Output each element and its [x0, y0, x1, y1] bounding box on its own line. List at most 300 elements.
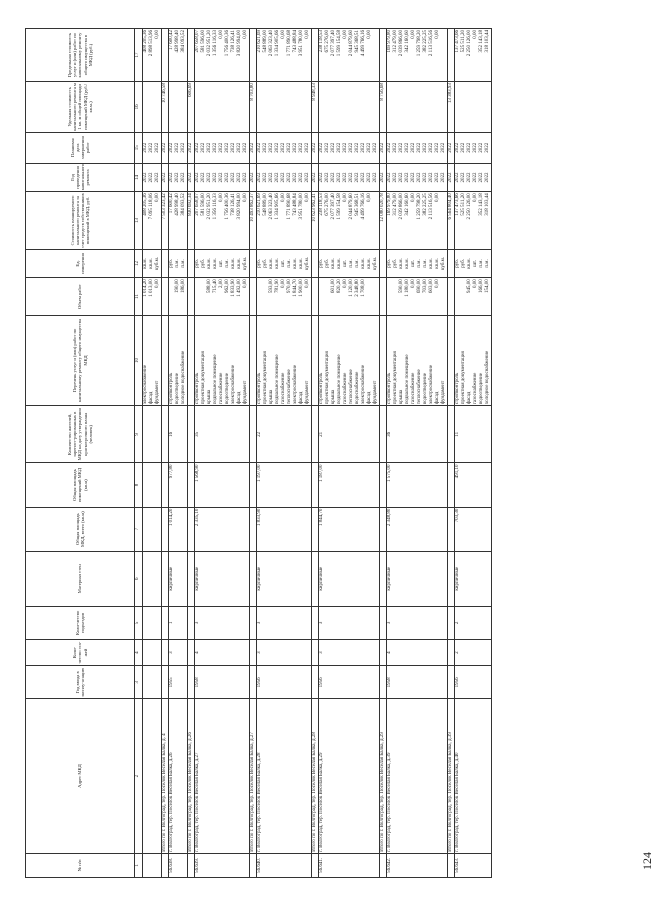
- work-volume-line: 1 844,70: [293, 279, 298, 297]
- premises-area: 1 575,00: [387, 463, 448, 507]
- unit: [448, 249, 455, 278]
- repair-cost-line: 312 479,00: [393, 193, 398, 216]
- work-volume-line: 703,00: [423, 279, 428, 294]
- unit-line: п.м.: [417, 259, 422, 268]
- premises-area: 1 187,00: [319, 463, 380, 507]
- floor-count: 3: [319, 639, 380, 665]
- work-type: [188, 315, 195, 405]
- table-row: [250, 29, 257, 878]
- total-area: [162, 507, 169, 551]
- building-address: г. Волгоград, тер. Поселок Веселая Балка, д.39: [387, 699, 448, 853]
- work-type-line: водоснабжение: [355, 371, 360, 405]
- unit: [169, 249, 188, 278]
- unit-line: п.м.: [355, 259, 360, 268]
- repair-cost-line: 548 889,00: [263, 193, 268, 216]
- repair-year-line: 2022: [361, 172, 366, 183]
- completion-date-line: 2022: [411, 142, 416, 153]
- entrance-count: [188, 606, 195, 639]
- unit-line: кв.м.: [269, 258, 274, 269]
- entrance-count: 2: [455, 606, 492, 639]
- floor-count: [162, 639, 169, 665]
- cost-limit-line: [380, 30, 386, 80]
- column-index: 15: [135, 132, 143, 163]
- unit-line: [250, 251, 256, 277]
- premises-area: 1 568,90: [195, 463, 250, 507]
- work-type-line: теплоснабжение: [417, 369, 422, 405]
- cost-limit-line: 0,00: [435, 30, 440, 39]
- completion-date-line: 2022: [287, 142, 292, 153]
- build-year: 1956: [455, 666, 492, 699]
- cost-limit: [448, 29, 455, 82]
- work-type: [312, 315, 319, 405]
- work-volume-line: [373, 279, 379, 313]
- repair-year-line: 2022: [188, 172, 193, 183]
- unit-line: п.м.: [479, 259, 484, 268]
- work-volume-line: 945,00: [467, 279, 472, 294]
- repair-year-line: 2022: [257, 172, 262, 183]
- repair-year-line: 2022: [243, 172, 248, 183]
- build-year: 1956: [257, 666, 312, 699]
- work-volume-line: 166,00: [479, 279, 484, 294]
- total-area: [143, 507, 162, 551]
- column-index: 5: [135, 606, 143, 639]
- unit-cost: [455, 82, 492, 133]
- unit-line: руб.: [201, 259, 206, 268]
- repair-cost: [188, 192, 195, 249]
- cost-limit-line: 525 511,20: [461, 30, 466, 53]
- repair-cost-line: 6 564 804,40: [448, 193, 453, 220]
- completion-date: [257, 132, 312, 163]
- repair-year-line: 2022: [373, 172, 378, 183]
- completion-date-line: 2022: [343, 142, 348, 153]
- resident-count: [312, 406, 319, 463]
- repair-cost-line: 675 276,00: [325, 193, 330, 216]
- cost-limit-line: 2 898 513,96: [149, 30, 154, 57]
- unit-cost: 10 746,58: [162, 82, 169, 133]
- column-index: 14: [135, 163, 143, 192]
- unit-cost: [143, 82, 162, 133]
- wall-material: [250, 551, 257, 606]
- resident-count: 35: [195, 406, 250, 463]
- premises-area: [380, 463, 387, 507]
- repair-cost-line: 0,00: [367, 193, 372, 203]
- work-type-line: проектная документация: [201, 351, 206, 405]
- repair-year-line: 2022: [195, 172, 200, 183]
- completion-date-line: 2022: [250, 142, 255, 153]
- repair-year-line: 2022: [349, 172, 354, 183]
- cost-limit-line: 675 276,00: [325, 30, 330, 53]
- repair-year-line: 2022: [231, 172, 236, 183]
- repair-cost-line: [373, 193, 379, 247]
- cost-limit-line: 2 077 397,40: [331, 30, 336, 57]
- unit: [319, 249, 380, 278]
- cost-limit-line: 384 093,52: [181, 30, 186, 53]
- repair-cost-line: 0,00: [411, 193, 416, 203]
- cost-limit-line: 0,00: [243, 30, 248, 39]
- work-type: [380, 315, 387, 405]
- total-area: 2 348,80: [387, 507, 448, 551]
- work-type-line: фасад: [435, 391, 440, 405]
- cost-limit: [380, 29, 387, 82]
- column-header: Общая площадь МКД, всего (кв.м): [26, 507, 135, 551]
- cost-limit: [195, 29, 250, 82]
- unit-line: кв.м.: [429, 258, 434, 269]
- work-volume-line: [162, 279, 168, 313]
- repair-year: [195, 163, 250, 192]
- repair-year: [250, 163, 257, 192]
- work-volume-line: [448, 279, 454, 313]
- work-type: [319, 315, 380, 405]
- work-type-line: теплоснабжение: [287, 369, 292, 405]
- repair-year-line: 2022: [448, 172, 453, 183]
- work-type-line: подвальное помещение: [337, 354, 342, 405]
- work-volume: [380, 278, 387, 315]
- row-number: 56.641.: [319, 853, 380, 877]
- repair-year-line: 2022: [461, 172, 466, 183]
- wall-material: [143, 551, 162, 606]
- completion-date-line: 2022: [162, 142, 167, 153]
- completion-date-line: 2022: [387, 142, 392, 153]
- unit-cost: [319, 82, 380, 133]
- cost-limit: [250, 29, 257, 82]
- work-volume-line: 0,00: [411, 279, 416, 289]
- completion-date: [319, 132, 380, 163]
- repair-cost-line: 2 044 879,60: [349, 193, 354, 220]
- cost-limit-line: 0,00: [281, 30, 286, 39]
- row-number: 56.640.: [257, 853, 312, 877]
- repair-year-line: 2022: [281, 172, 286, 183]
- completion-date-line: 2022: [169, 142, 174, 153]
- work-type-line: холодное водоснабжение: [181, 350, 186, 405]
- total-area: [250, 507, 257, 551]
- work-type-line: крыша: [269, 389, 274, 405]
- completion-date: [169, 132, 188, 163]
- repair-year: [312, 163, 319, 192]
- work-type-line: [380, 317, 386, 404]
- column-header: Общая площадь помещений МКД (кв.м): [26, 463, 135, 507]
- repair-cost-line: 210 621,69: [257, 193, 262, 216]
- column-header: Предельная стоимость услуг и (или) работ по капитальному ремонту общего имущества в МКД (руб.): [26, 29, 135, 82]
- table-row: [188, 29, 195, 878]
- entrance-count: 1: [169, 606, 188, 639]
- repair-plan-table: [25, 28, 492, 878]
- unit-line: п.м.: [423, 259, 428, 268]
- cost-limit-line: 2 039 866,00: [399, 30, 404, 57]
- building-address: Итого по г. Волгоград, тер. Поселок Веселая Балка, д.27: [250, 699, 257, 853]
- floor-count: [380, 639, 387, 665]
- repair-year-line: 2022: [411, 172, 416, 183]
- repair-year: [387, 163, 448, 192]
- unit-line: куб.м.: [305, 256, 310, 270]
- repair-cost: [312, 192, 319, 249]
- build-year: [250, 666, 257, 699]
- work-type-line: газоснабжение: [473, 372, 478, 405]
- completion-date: [195, 132, 250, 163]
- unit: [162, 249, 169, 278]
- column-header: Год ввода в эксплу-атацию: [26, 666, 135, 699]
- repair-year-line: 2022: [169, 172, 174, 183]
- work-volume: [455, 278, 492, 315]
- work-type-line: стройконтроль: [169, 372, 174, 405]
- work-type-line: электроснабжение: [231, 364, 236, 405]
- wall-material: [448, 551, 455, 606]
- work-volume-line: 0,00: [243, 279, 248, 289]
- repair-cost-line: 0,00: [343, 193, 348, 203]
- unit: [250, 249, 257, 278]
- repair-year-line: 2022: [429, 172, 434, 183]
- repair-cost-line: 384 093,52: [181, 193, 186, 216]
- cost-limit: [319, 29, 380, 82]
- cost-limit-line: 1 756 400,36: [225, 30, 230, 57]
- repair-year-line: 2022: [143, 172, 148, 183]
- work-type-line: крыша: [331, 389, 336, 405]
- work-type-line: водоотведение: [175, 373, 180, 405]
- total-area: 1 833,90: [257, 507, 312, 551]
- unit-cost: 8 703,80: [250, 82, 257, 133]
- column-header: Удельная стоимость капитального ремонта м 1 кв. м общей площади помещений МКД (руб./кв.м.): [26, 82, 135, 133]
- unit: [257, 249, 312, 278]
- cost-limit-line: 428 998,40: [175, 30, 180, 53]
- work-volume-line: 154,00: [485, 279, 490, 294]
- work-type-line: крыша: [399, 389, 404, 405]
- repair-year: [162, 163, 169, 192]
- cost-limit-line: 4 499 766,16: [361, 30, 366, 57]
- cost-limit: [257, 29, 312, 82]
- repair-cost-line: 738 126,41: [231, 193, 236, 216]
- cost-limit-line: 1 771 890,68: [287, 30, 292, 57]
- entrance-count: 3: [319, 606, 380, 639]
- floor-count: [188, 639, 195, 665]
- total-area: 1 014,20: [169, 507, 188, 551]
- work-volume-line: [312, 279, 318, 313]
- repair-year: [455, 163, 492, 192]
- work-volume: [143, 278, 162, 315]
- unit-line: п.м.: [175, 259, 180, 268]
- unit-line: кв.м.: [237, 258, 242, 269]
- work-volume-line: 1 833,90: [231, 279, 236, 297]
- column-header: Перечень услуг и (или) работ по капитальному ремонту общего имущества МКД: [26, 315, 135, 405]
- build-year: [312, 666, 319, 699]
- repair-cost-line: 0,00: [305, 193, 310, 203]
- work-type-line: водоотведение: [423, 373, 428, 405]
- repair-cost-line: 382 225,25: [423, 193, 428, 216]
- work-volume-line: 0,00: [305, 279, 310, 289]
- unit-line: руб.: [325, 259, 330, 268]
- unit-line: куб.м.: [155, 256, 160, 270]
- work-volume-line: 0,00: [343, 279, 348, 289]
- completion-date: [250, 132, 257, 163]
- unit-line: п.м.: [485, 259, 490, 268]
- work-type-line: водоотведение: [479, 373, 484, 405]
- cost-limit-line: 342 160,60: [405, 30, 410, 53]
- row-number: [448, 853, 455, 877]
- unit-line: шт.: [343, 260, 348, 267]
- wall-material: кирпичные: [319, 551, 380, 606]
- building-address: г. Волгоград, тер. Поселок Веселая Балка, д.27: [195, 699, 250, 853]
- repair-cost-line: 0,00: [243, 193, 248, 203]
- entrance-count: [250, 606, 257, 639]
- row-number: [188, 853, 195, 877]
- column-index: 6: [135, 551, 143, 606]
- completion-date-line: 2022: [479, 142, 484, 153]
- work-type-line: электроснабжение: [293, 364, 298, 405]
- total-area: [380, 507, 387, 551]
- unit-line: п.м.: [349, 259, 354, 268]
- unit-line: кв.м.: [467, 258, 472, 269]
- unit-line: кв.м.: [299, 258, 304, 269]
- unit-line: шт.: [281, 260, 286, 267]
- work-type-line: теплоснабжение: [349, 369, 354, 405]
- build-year: [143, 666, 162, 699]
- row-number: [162, 853, 169, 877]
- column-index: 12: [135, 249, 143, 278]
- unit-cost: 13 383,93: [448, 82, 455, 133]
- repair-cost-line: 137 473,66: [455, 193, 460, 216]
- column-index: 13: [135, 192, 143, 249]
- repair-year-line: 2022: [219, 172, 224, 183]
- table-row: [380, 29, 387, 878]
- completion-date-line: 2022: [312, 142, 317, 153]
- unit-cost: [169, 82, 188, 133]
- work-volume-line: 1 180,00: [405, 279, 410, 297]
- repair-year-line: 2022: [355, 172, 360, 183]
- work-volume-line: 820,20: [337, 279, 342, 294]
- repair-cost-line: 352 143,18: [479, 193, 484, 216]
- cost-limit-line: [448, 30, 454, 80]
- work-type-line: фундамент: [305, 380, 310, 405]
- build-year: [448, 666, 455, 699]
- cost-limit: [188, 29, 195, 82]
- repair-cost-line: 0,00: [219, 193, 224, 203]
- work-type: [195, 315, 250, 405]
- completion-date-line: 2022: [467, 142, 472, 153]
- cost-limit: [387, 29, 448, 82]
- wall-material: кирпичные: [455, 551, 492, 606]
- wall-material: [188, 551, 195, 606]
- column-index: 1: [135, 853, 143, 877]
- work-type: [455, 315, 492, 405]
- table-row: [143, 29, 162, 878]
- work-volume-line: 1 013,00: [149, 279, 154, 297]
- completion-date-line: 2022: [485, 142, 490, 153]
- completion-date-line: 2022: [263, 142, 268, 153]
- repair-year-line: 2022: [387, 172, 392, 183]
- work-type-line: фасад: [149, 391, 154, 405]
- repair-cost-line: 207 658,07: [195, 193, 200, 216]
- premises-area: [448, 463, 455, 507]
- completion-date: [448, 132, 455, 163]
- build-year: 1956: [319, 666, 380, 699]
- wall-material: кирпичные: [257, 551, 312, 606]
- cost-limit-line: 210 621,69: [257, 30, 262, 53]
- cost-limit-line: 738 126,41: [231, 30, 236, 53]
- repair-year-line: 2022: [293, 172, 298, 183]
- unit-line: куб.м.: [441, 256, 446, 270]
- work-type: [162, 315, 169, 405]
- unit-line: кв.м.: [149, 258, 154, 269]
- work-volume-line: 1 492,00: [237, 279, 242, 297]
- work-type-line: проектная документация: [325, 351, 330, 405]
- floor-count: 4: [195, 639, 250, 665]
- repair-year-line: 2022: [393, 172, 398, 183]
- row-number: [312, 853, 319, 877]
- unit: [143, 249, 162, 278]
- completion-date-line: 2022: [143, 142, 148, 153]
- repair-year: [448, 163, 455, 192]
- unit-line: кв.м.: [275, 258, 280, 269]
- unit-line: руб.: [319, 259, 324, 268]
- unit-line: кв.м.: [231, 258, 236, 269]
- cost-limit-line: 1 599 154,58: [337, 30, 342, 57]
- work-type-line: фундамент: [155, 380, 160, 405]
- floor-count: [250, 639, 257, 665]
- cost-limit-line: 3 951 780,00: [299, 30, 304, 57]
- completion-date-line: 2022: [181, 142, 186, 153]
- repair-cost: [169, 192, 188, 249]
- repair-cost-line: 525 511,20: [461, 193, 466, 216]
- completion-date-line: 2022: [367, 142, 372, 153]
- completion-date-line: 2022: [149, 142, 154, 153]
- resident-count: [448, 406, 455, 463]
- repair-cost-line: 2 032 951,20: [207, 193, 212, 220]
- work-volume: [188, 278, 195, 315]
- repair-cost-line: 7 095 118,06: [149, 193, 154, 220]
- repair-cost-line: 1 259 798,20: [417, 193, 422, 220]
- column-index: 9: [135, 406, 143, 463]
- column-header: Ед. измерения: [26, 249, 135, 278]
- work-volume-line: [380, 279, 386, 313]
- floor-count: [312, 639, 319, 665]
- cost-limit-line: 137 473,66: [455, 30, 460, 53]
- work-volume: [448, 278, 455, 315]
- cost-limit-line: 318 103,44: [485, 30, 490, 53]
- total-area: 1 844,70: [319, 507, 380, 551]
- work-type-line: [250, 317, 256, 404]
- repair-cost-line: 169 979,80: [387, 193, 392, 216]
- repair-cost-line: 2 063 323,40: [269, 193, 274, 220]
- work-volume-line: 970,00: [287, 279, 292, 294]
- column-index-row: [135, 29, 143, 878]
- repair-cost-line: 2 039 866,00: [399, 193, 404, 220]
- unit: [195, 249, 250, 278]
- table-row: [169, 29, 188, 878]
- repair-year-line: 2022: [331, 172, 336, 183]
- unit-line: п.м.: [181, 259, 186, 268]
- work-volume-line: 715,40: [213, 279, 218, 294]
- building-address: Итого по г. Волгоград, тер. Поселок Веселая Балка, д.28: [312, 699, 319, 853]
- unit-line: руб.: [263, 259, 268, 268]
- unit-cost: 8 948,33: [312, 82, 319, 133]
- work-volume-line: 593,00: [269, 279, 274, 294]
- completion-date-line: 2022: [195, 142, 200, 153]
- work-type-line: стройконтроль: [257, 372, 262, 405]
- cost-limit-line: 548 889,00: [263, 30, 268, 53]
- completion-date-line: 2022: [361, 142, 366, 153]
- work-volume: [387, 278, 448, 315]
- unit-line: руб.: [393, 259, 398, 268]
- repair-cost: [448, 192, 455, 249]
- column-header: Коли-чество подъездов: [26, 606, 135, 639]
- unit-line: п.м.: [287, 259, 292, 268]
- work-type-line: [188, 317, 194, 404]
- completion-date-line: 2022: [225, 142, 230, 153]
- completion-date-line: 2022: [201, 142, 206, 153]
- repair-cost-line: 2 077 397,40: [331, 193, 336, 220]
- premises-area: [162, 463, 169, 507]
- column-header: Стоимость планируемого капитального ремонта за счет средств собственников помещений в МКД, руб.: [26, 192, 135, 249]
- work-type-line: фасад: [299, 391, 304, 405]
- build-year: 1958: [195, 666, 250, 699]
